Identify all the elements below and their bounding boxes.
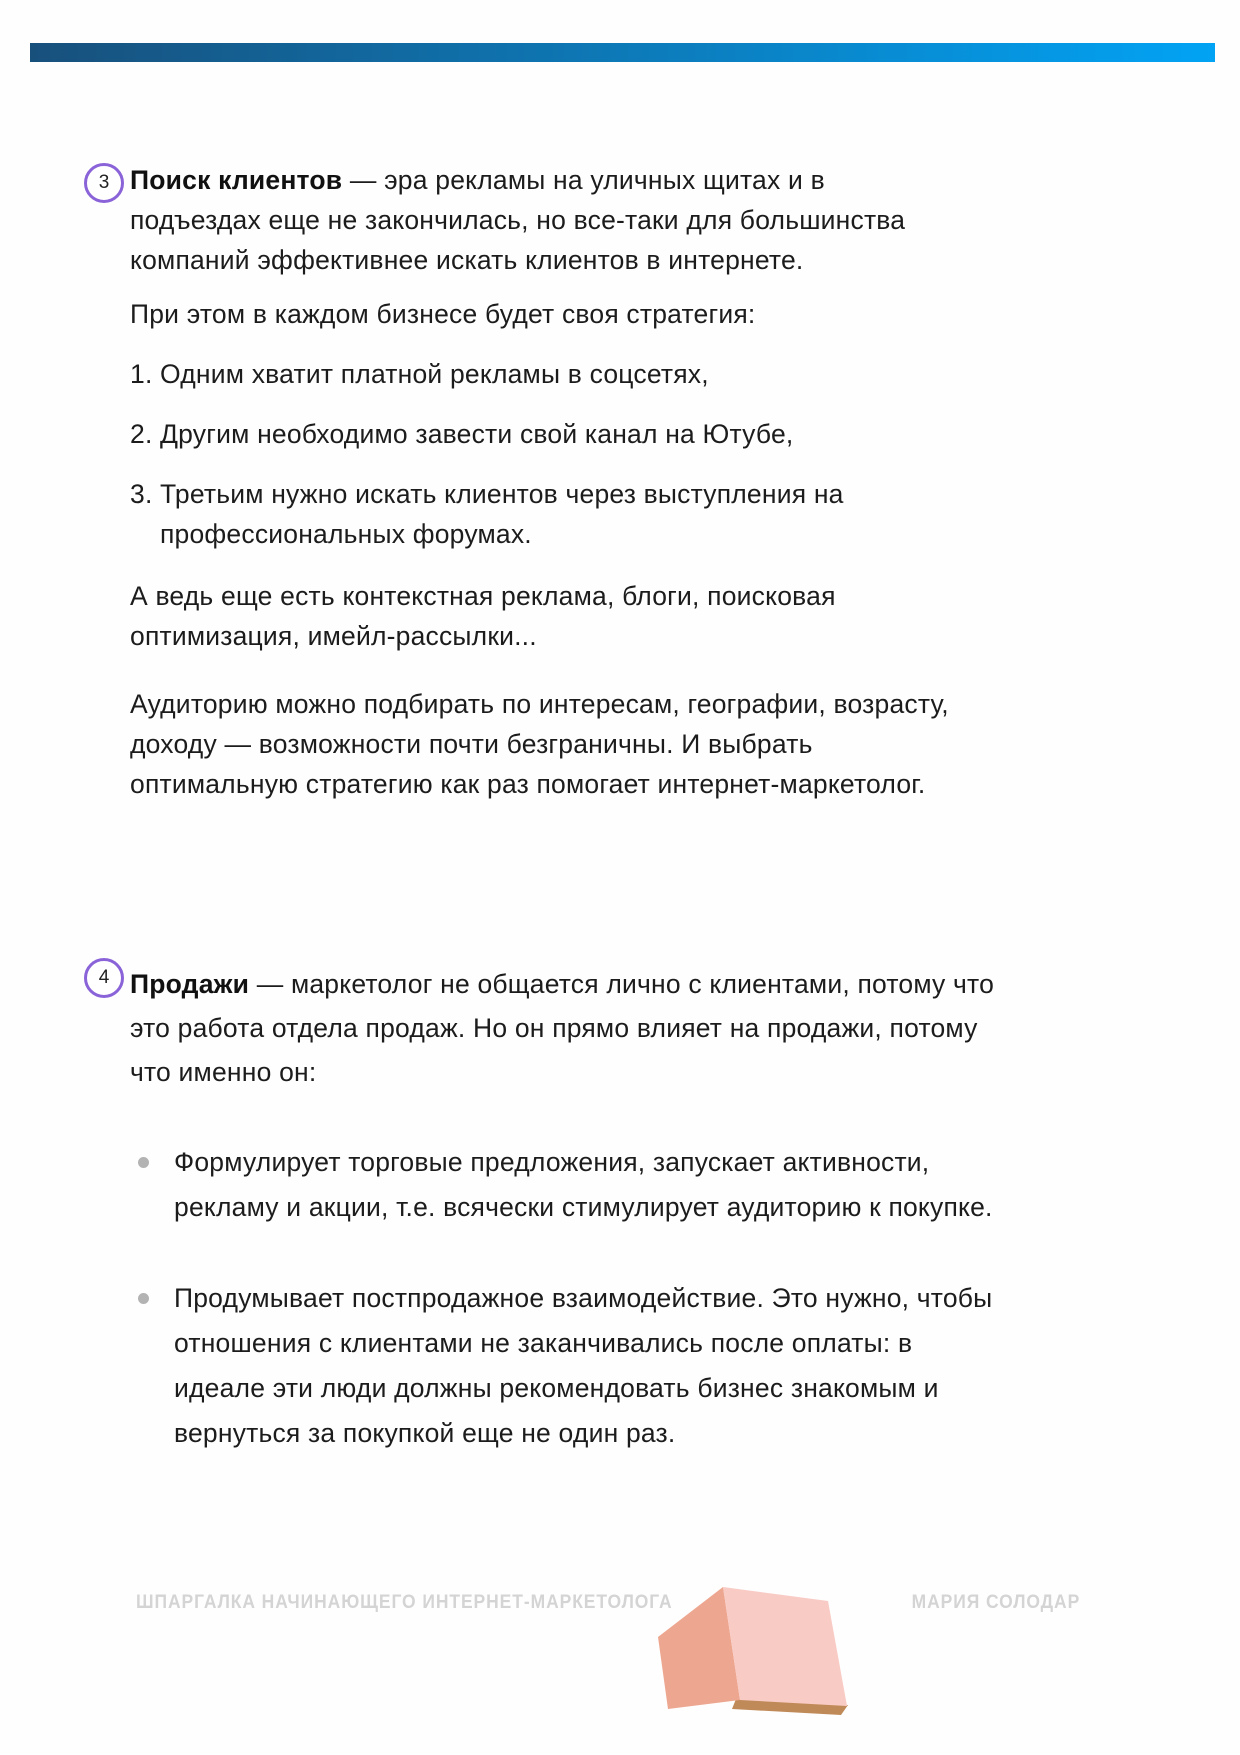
cube-right-face — [723, 1587, 847, 1706]
item-number-badge-3 — [84, 163, 124, 203]
list-item — [130, 1140, 1010, 1230]
item-number-4: 4 — [98, 967, 110, 988]
strategy-intro-paragraph: При этом в каждом бизнесе будет своя стратегия: — [130, 299, 756, 329]
footer-document-title: ШПАРГАЛКА НАЧИНАЮЩЕГО ИНТЕРНЕТ-МАРКЕТОЛОГА — [136, 1592, 673, 1613]
list-item — [130, 474, 960, 554]
list-item-text: Другим необходимо завести свой канал на Ютубе, — [160, 419, 794, 449]
item-number-badge-4 — [84, 958, 124, 998]
bullet-icon — [138, 1293, 149, 1304]
client-search-heading: Поиск клиентов — [130, 165, 343, 195]
strategy-list — [130, 354, 960, 554]
list-item-text: Третьим нужно искать клиентов через выступления на профессиональных форумах. — [160, 479, 844, 549]
list-item-number: 2. — [130, 419, 153, 449]
item-number-3: 3 — [98, 172, 110, 193]
audience-paragraph: Аудиторию можно подбирать по интересам, географии, возрасту, доходу — возможности почти безграничны. И выбрать оптимальную стратегию как раз помогает интернет-маркетолог. — [130, 689, 949, 799]
list-item-text: Одним хватит платной рекламы в соцсетях, — [160, 359, 709, 389]
footer-author-name: МАРИЯ СОЛОДАР — [911, 1592, 1080, 1613]
header-gradient-bar — [30, 43, 1215, 62]
list-item — [130, 1276, 1010, 1456]
list-item-number: 3. — [130, 479, 153, 509]
sales-paragraph — [130, 962, 1010, 1094]
client-search-heading-text: — эра рекламы на уличных щитах и в подъездах еще не закончилась, но все-таки для большинства компаний эффективнее искать клиентов в интернете. — [130, 165, 906, 275]
list-item-number: 1. — [130, 359, 153, 389]
sales-bullet-list — [130, 1140, 1010, 1456]
more-channels-paragraph: А ведь еще есть контекстная реклама, блоги, поисковая оптимизация, имейл-рассылки... — [130, 581, 836, 651]
bullet-icon — [138, 1157, 149, 1168]
sales-heading-text: — маркетолог не общается лично с клиентами, потому что это работа отдела продаж. Но он прямо влияет на продажи, потому что именно он: — [130, 969, 995, 1087]
sales-heading: Продажи — [130, 969, 250, 999]
list-item — [130, 354, 960, 394]
section-sales — [130, 962, 1010, 1456]
client-search-paragraph — [130, 160, 960, 280]
bullet-text: Продумывает постпродажное взаимодействие. Это нужно, чтобы отношения с клиентами не заканчивались после оплаты: в идеале эти люди должны рекомендовать бизнес знакомым и вернуться за покупкой еще не один раз. — [174, 1283, 993, 1448]
section-client-search — [130, 160, 960, 804]
cube-illustration — [648, 1578, 858, 1755]
list-item — [130, 414, 960, 454]
bullet-text: Формулирует торговые предложения, запускает активности, рекламу и акции, т.е. всячески стимулирует аудиторию к покупке. — [174, 1147, 993, 1222]
